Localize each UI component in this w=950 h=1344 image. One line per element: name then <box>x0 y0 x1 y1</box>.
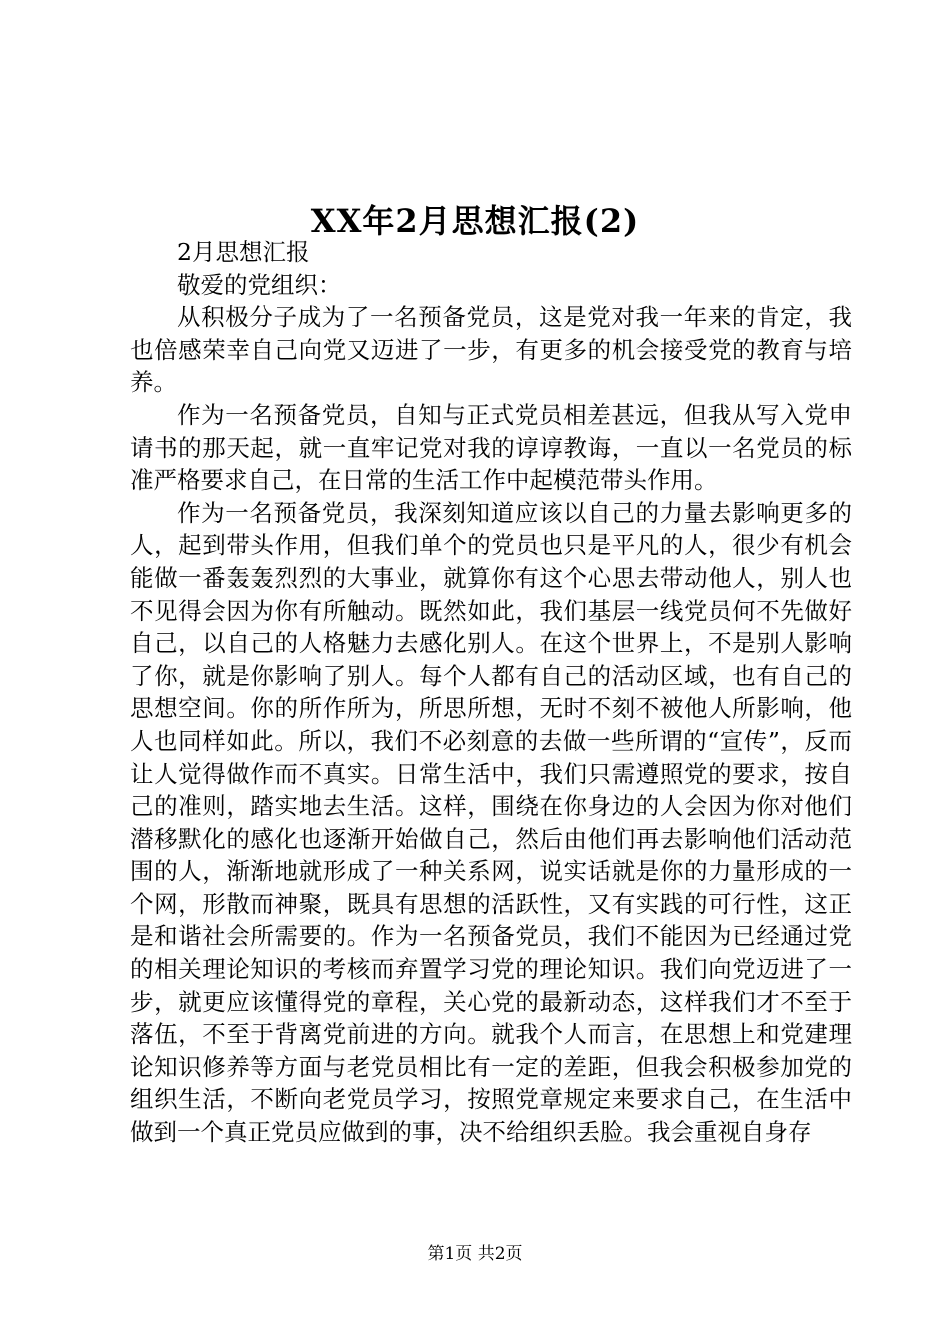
paragraph-salutation: 敬爱的党组织： <box>177 270 342 299</box>
paragraph-3: 作为一名预备党员，我深刻知道应该以自己的力量去影响更多的人，起到带头作用，但我们单个的党员也只是平凡的人，很少有机会能做一番轰轰烈烈的大事业，就算你有这个心思去带动他人，别人也不见得会因为你有所触动。既然如此，我们基层一线党员何不先做好自己，以自己的人格魅力去感化别人。在这个世界上，不是别人影响了你，就是你影响了别人。每个人都有自己的活动区域，也有自己的思想空间。你的所作所为，所思所想，无时不刻不被他人所影响，他人也同样如此。所以，我们不必刻意的去做一些所谓的“宣传”，反而让人觉得做作而不真实。日常生活中，我们只需遵照党的要求，按自己的准则，踏实地去生活。这样，围绕在你身边的人会因为你对他们潜移默化的感化也逐渐开始做自己，然后由他们再去影响他们活动范围的人，渐渐地就形成了一种关系网，说实话就是你的力量形成的一个网，形散而神聚，既具有思想的活跃性，又有实践的可行性，这正是和谐社会所需要的。作为一名预备党员，我们不能因为已经通过党的相关理论知识的考核而弃置学习党的理论知识。我们向党迈进了一步，就更应该懂得党的章程，关心党的最新动态，这样我们才不至于落伍，不至于背离党前进的方向。就我个人而言，在思想上和党建理论知识修养等方面与老党员相比有一定的差距，但我会积极参加党的组织生活，不断向老党员学习，按照党章规定来要求自己，在生活中做到一个真正党员应做到的事，决不给组织丢脸。我会重视自身存 <box>130 498 852 1147</box>
document-title: XX年2月思想汇报(2) <box>310 202 640 241</box>
paragraph-2: 作为一名预备党员，自知与正式党员相差甚远，但我从写入党申请书的那天起，就一直牢记党对我的谆谆教诲，一直以一名党员的标准严格要求自己，在日常的生活工作中起模范带头作用。 <box>130 400 852 495</box>
page-footer: 第1页 共2页 <box>427 1244 523 1264</box>
document-body <box>130 236 852 1149</box>
paragraph-heading: 2月思想汇报 <box>177 238 310 266</box>
paragraph-1: 从积极分子成为了一名预备党员，这是党对我一年来的肯定，我也倍感荣幸自己向党又迈进了一步，有更多的机会接受党的教育与培养。 <box>130 303 852 397</box>
